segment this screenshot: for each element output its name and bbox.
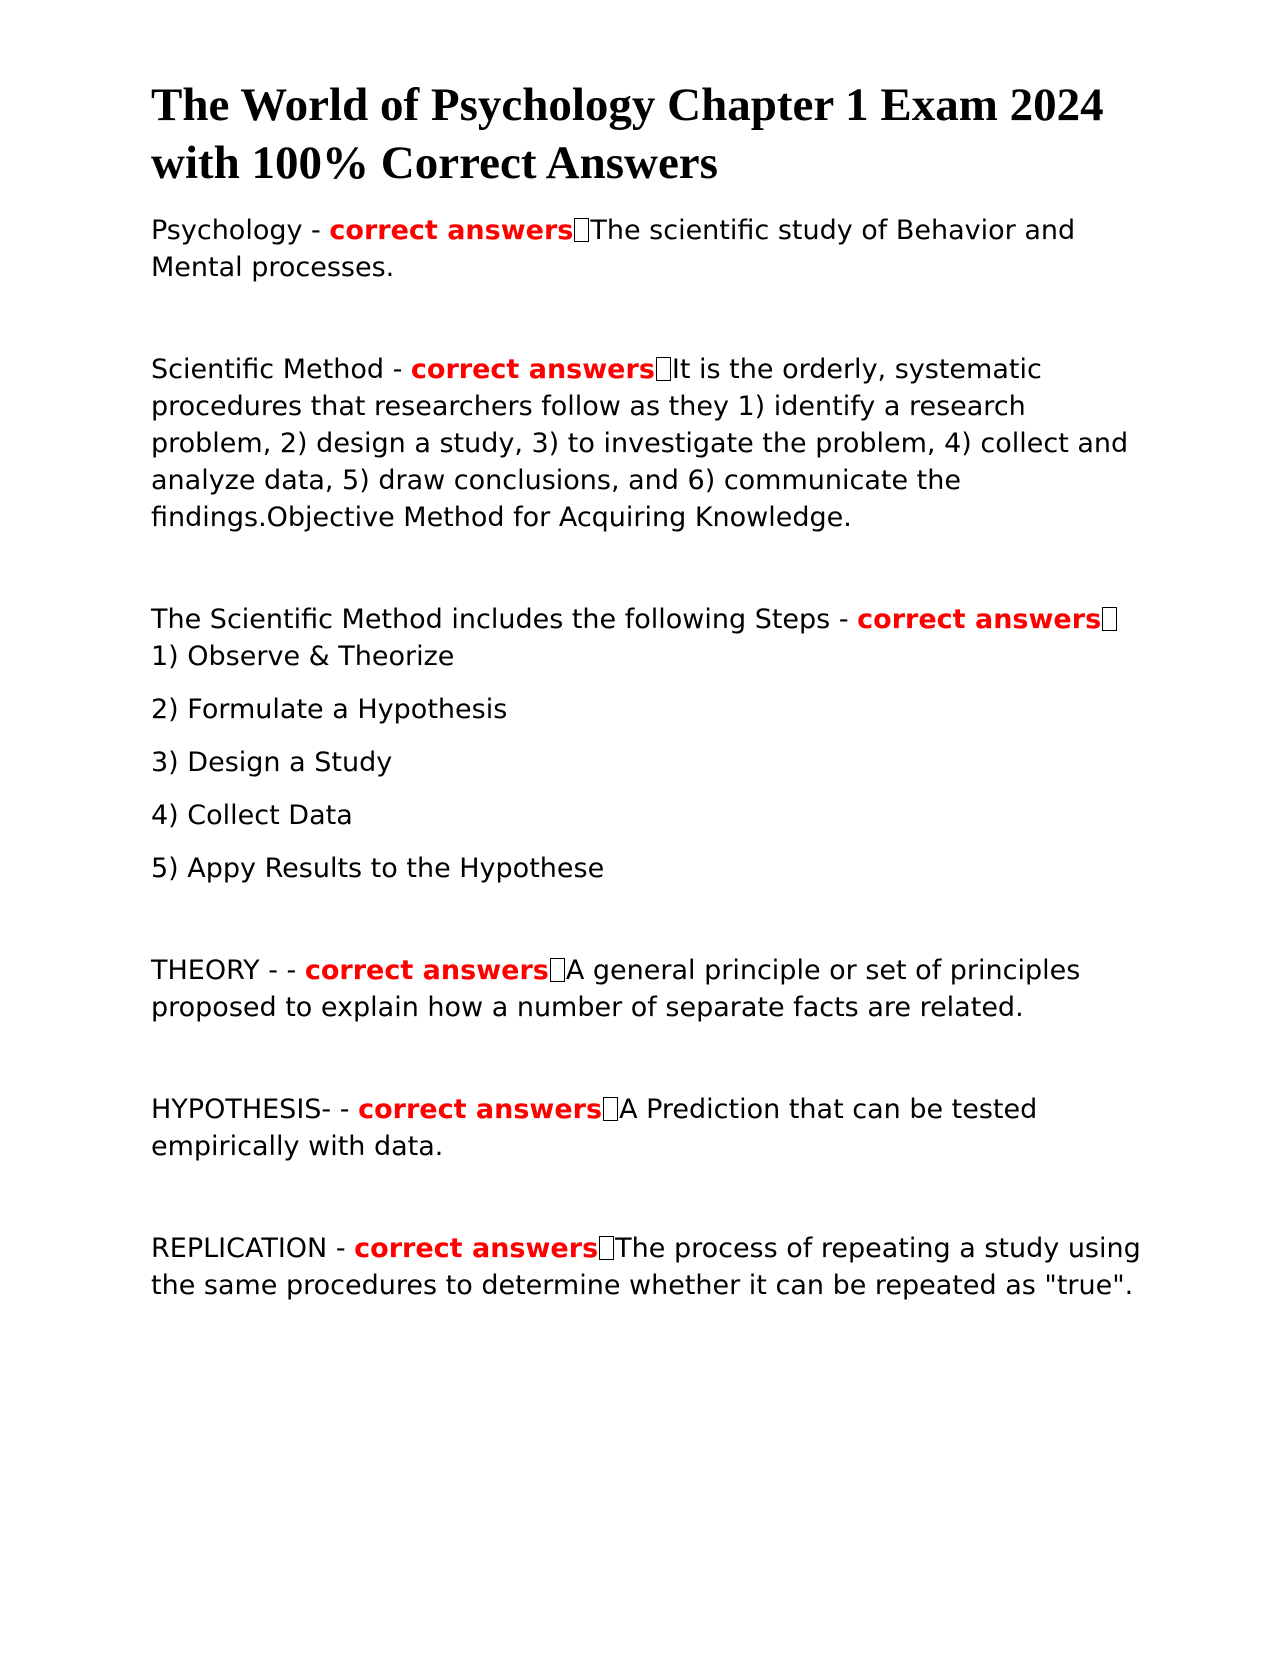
entry-replication: [151, 1230, 1141, 1304]
entry-term: Psychology: [151, 215, 303, 246]
missing-glyph-icon: [1102, 607, 1117, 631]
step-item: 2) Formulate a Hypothesis: [151, 694, 508, 725]
correct-answers-label: correct answers: [410, 354, 655, 385]
entry-term: THEORY: [151, 955, 260, 986]
step-item: 3) Design a Study: [151, 747, 393, 778]
entry-text: [151, 1091, 1141, 1165]
correct-answers-label: correct answers: [354, 1233, 599, 1264]
missing-glyph-icon: [550, 958, 565, 982]
entry-separator: -: [830, 604, 858, 635]
entry-answer: A Prediction that can be tested empirically with data.: [151, 1094, 1038, 1162]
entry-text: [151, 1230, 1141, 1304]
step-item: 5) Appy Results to the Hypothese: [151, 853, 605, 884]
document-title: The World of Psychology Chapter 1 Exam 2024 with 100% Correct Answers: [151, 79, 1104, 189]
entry-term: The Scientific Method includes the following Steps: [151, 604, 831, 635]
entry-text: [151, 601, 1141, 675]
entry-answer: 1) Observe & Theorize: [151, 641, 455, 672]
entry-answer: A general principle or set of principles proposed to explain how a number of separate facts are related.: [151, 955, 1081, 1023]
entry-separator: -: [327, 1233, 355, 1264]
missing-glyph-icon: [603, 1097, 618, 1121]
entry-separator: -: [302, 215, 330, 246]
missing-glyph-icon: [599, 1236, 614, 1260]
document-page: [151, 76, 1141, 1304]
entry-text: [151, 351, 1141, 536]
correct-answers-label: correct answers: [304, 955, 549, 986]
entry-answer: The scientific study of Behavior and Mental processes.: [151, 215, 1076, 283]
entry-term: HYPOTHESIS-: [151, 1094, 332, 1125]
entry-separator: -: [384, 354, 411, 385]
entry-scientific-method: [151, 351, 1141, 536]
missing-glyph-icon: [574, 218, 589, 242]
correct-answers-label: correct answers: [329, 215, 574, 246]
step-item: 4) Collect Data: [151, 800, 353, 831]
entry-psychology: [151, 212, 1141, 286]
correct-answers-label: correct answers: [857, 604, 1102, 635]
entry-term: Scientific Method: [151, 354, 384, 385]
entry-theory: [151, 952, 1141, 1026]
entry-text: [151, 952, 1141, 1026]
entry-text: [151, 212, 1141, 286]
entry-hypothesis: [151, 1091, 1141, 1165]
correct-answers-label: correct answers: [358, 1094, 603, 1125]
entry-answer: It is the orderly, systematic procedures that researchers follow as they 1) identify a research problem, 2) design a study, 3) to investigate the problem, 4) collect and analyze data, 5) draw conclusions, and 6) communicate the findings.Objective Method for Acquiring Knowledge.: [151, 354, 1129, 533]
entry-separator: - -: [259, 955, 305, 986]
entry-term: REPLICATION: [151, 1233, 328, 1264]
missing-glyph-icon: [656, 357, 671, 381]
entry-scientific-method-steps: [151, 601, 1141, 887]
entry-separator: -: [331, 1094, 359, 1125]
entry-answer: The process of repeating a study using the same procedures to determine whether it can be repeated as "true".: [151, 1233, 1141, 1301]
